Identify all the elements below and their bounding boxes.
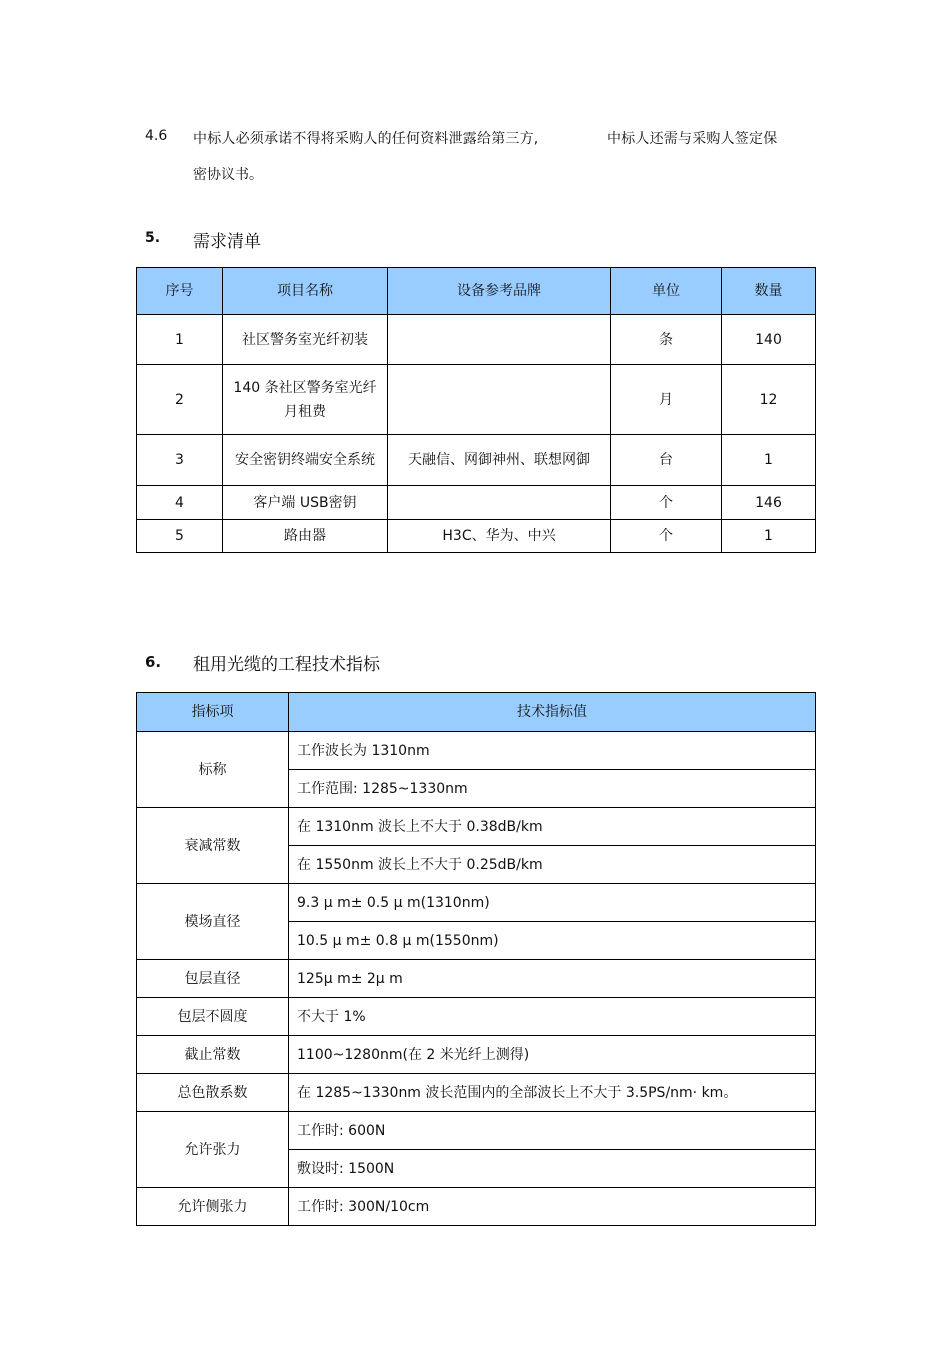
table-row bbox=[137, 486, 816, 520]
cell-name: 安全密钥终端安全系统 bbox=[223, 435, 388, 486]
table-row bbox=[137, 520, 816, 553]
cell-unit: 个 bbox=[611, 520, 722, 553]
header-item: 指标项 bbox=[137, 693, 289, 732]
cell-unit: 个 bbox=[611, 486, 722, 520]
header-name: 项目名称 bbox=[223, 268, 388, 315]
clause-text-part1: 中标人必须承诺不得将采购人的任何资料泄露给第三方, bbox=[193, 131, 539, 147]
cell-brand bbox=[388, 486, 611, 520]
fiber-spec-table bbox=[136, 692, 816, 1226]
cell-qty: 1 bbox=[722, 520, 816, 553]
cell-name: 社区警务室光纤初装 bbox=[223, 315, 388, 365]
section5-number: 5. bbox=[145, 230, 161, 246]
section6-number: 6. bbox=[145, 653, 162, 671]
spec-value: 工作范围: 1285~1330nm bbox=[289, 770, 816, 808]
table-row bbox=[137, 1074, 816, 1112]
spec-value: 1100~1280nm(在 2 米光纤上测得) bbox=[289, 1036, 816, 1074]
table-row bbox=[137, 1036, 816, 1074]
table-row bbox=[137, 1188, 816, 1226]
spec-value: 工作时: 600N bbox=[289, 1112, 816, 1150]
spec-label-attenuation: 衰减常数 bbox=[137, 808, 289, 884]
spec-label-nominal: 标称 bbox=[137, 732, 289, 808]
table-row bbox=[137, 732, 816, 770]
cell-name: 路由器 bbox=[223, 520, 388, 553]
spec-value: 在 1550nm 波长上不大于 0.25dB/km bbox=[289, 846, 816, 884]
header-qty: 数量 bbox=[722, 268, 816, 315]
cell-name: 客户端 USB密钥 bbox=[223, 486, 388, 520]
table-header-row bbox=[137, 693, 816, 732]
table-header-row bbox=[137, 268, 816, 315]
clause-text-part2: 中标人还需与采购人签定保 bbox=[607, 131, 778, 147]
spec-label-cutoff: 截止常数 bbox=[137, 1036, 289, 1074]
header-brand: 设备参考品牌 bbox=[388, 268, 611, 315]
cell-unit: 月 bbox=[611, 365, 722, 435]
header-no: 序号 bbox=[137, 268, 223, 315]
section5-title: 需求清单 bbox=[193, 232, 261, 252]
cell-no: 5 bbox=[137, 520, 223, 553]
spec-value: 在 1310nm 波长上不大于 0.38dB/km bbox=[289, 808, 816, 846]
spec-label-cladding-diameter: 包层直径 bbox=[137, 960, 289, 998]
table-row bbox=[137, 1112, 816, 1150]
cell-brand bbox=[388, 315, 611, 365]
cell-no: 2 bbox=[137, 365, 223, 435]
cell-brand: H3C、华为、中兴 bbox=[388, 520, 611, 553]
header-value: 技术指标值 bbox=[289, 693, 816, 732]
requirements-table bbox=[136, 267, 816, 553]
spec-value: 10.5 μ m± 0.8 μ m(1550nm) bbox=[289, 922, 816, 960]
spec-value: 工作时: 300N/10cm bbox=[289, 1188, 816, 1226]
spec-value: 工作波长为 1310nm bbox=[289, 732, 816, 770]
cell-brand: 天融信、网御神州、联想网御 bbox=[388, 435, 611, 486]
spec-label-side-tension: 允许侧张力 bbox=[137, 1188, 289, 1226]
table-row bbox=[137, 808, 816, 846]
spec-value: 敷设时: 1500N bbox=[289, 1150, 816, 1188]
cell-no: 4 bbox=[137, 486, 223, 520]
table-row bbox=[137, 960, 816, 998]
cell-brand bbox=[388, 365, 611, 435]
cell-qty: 12 bbox=[722, 365, 816, 435]
cell-name: 140 条社区警务室光纤月租费 bbox=[223, 365, 388, 435]
header-unit: 单位 bbox=[611, 268, 722, 315]
table-row bbox=[137, 435, 816, 486]
spec-value: 不大于 1% bbox=[289, 998, 816, 1036]
clause-number: 4.6 bbox=[145, 128, 168, 144]
cell-no: 3 bbox=[137, 435, 223, 486]
spec-label-dispersion: 总色散系数 bbox=[137, 1074, 289, 1112]
spec-label-cladding-noncircularity: 包层不圆度 bbox=[137, 998, 289, 1036]
cell-unit: 台 bbox=[611, 435, 722, 486]
cell-no: 1 bbox=[137, 315, 223, 365]
spec-label-mode-field: 模场直径 bbox=[137, 884, 289, 960]
cell-qty: 1 bbox=[722, 435, 816, 486]
table-row bbox=[137, 365, 816, 435]
cell-qty: 146 bbox=[722, 486, 816, 520]
table-row bbox=[137, 315, 816, 365]
cell-unit: 条 bbox=[611, 315, 722, 365]
table-row bbox=[137, 998, 816, 1036]
cell-qty: 140 bbox=[722, 315, 816, 365]
spec-label-tension: 允许张力 bbox=[137, 1112, 289, 1188]
clause-text-part3: 密协议书。 bbox=[193, 167, 263, 183]
spec-value: 9.3 μ m± 0.5 μ m(1310nm) bbox=[289, 884, 816, 922]
spec-value: 125μ m± 2μ m bbox=[289, 960, 816, 998]
table-row bbox=[137, 884, 816, 922]
section6-title: 租用光缆的工程技术指标 bbox=[193, 655, 380, 675]
spec-value: 在 1285~1330nm 波长范围内的全部波长上不大于 3.5PS/nm· km。 bbox=[289, 1074, 816, 1112]
